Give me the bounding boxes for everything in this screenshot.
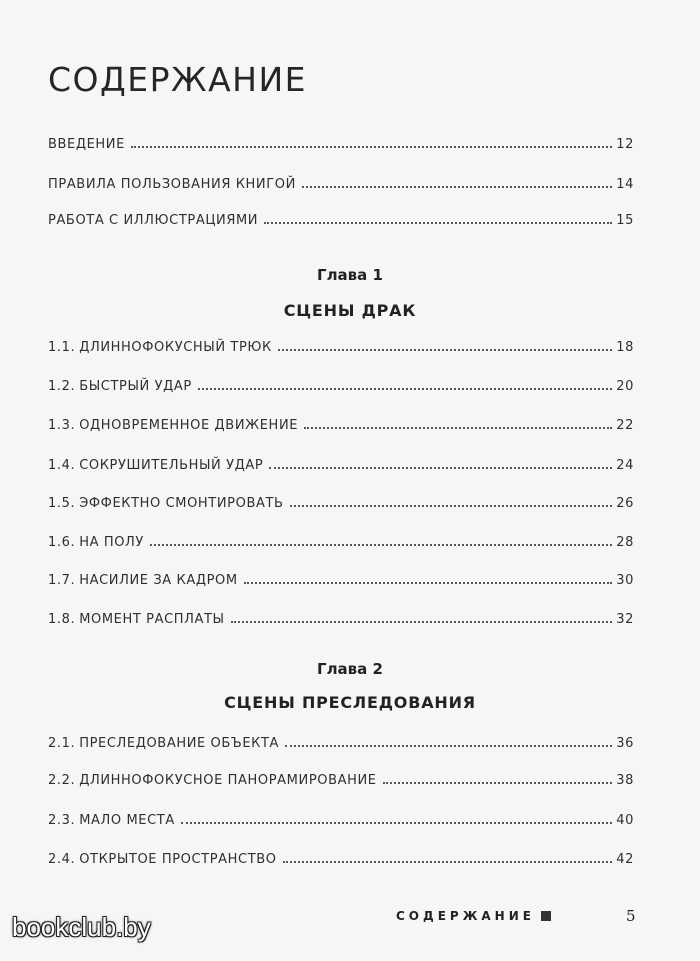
toc-entry-label: ОДНОВРЕМЕННОЕ ДВИЖЕНИЕ <box>79 418 299 433</box>
watermark: bookclub.by <box>12 912 151 942</box>
dot-leader <box>285 745 612 747</box>
toc-entry-page: 38 <box>616 773 634 788</box>
toc-entry-label: НА ПОЛУ <box>79 535 144 550</box>
toc-entry-page: 30 <box>616 573 634 588</box>
toc-entry-number: 1.8. <box>48 612 76 627</box>
toc-entry-label: МОМЕНТ РАСПЛАТЫ <box>79 612 225 627</box>
toc-entry-number: 1.2. <box>48 379 76 394</box>
dot-leader <box>269 467 612 469</box>
toc-entry-label: НАСИЛИЕ ЗА КАДРОМ <box>79 573 238 588</box>
toc-entry-number: 1.7. <box>48 573 76 588</box>
running-footer-label: СОДЕРЖАНИЕ <box>396 909 535 923</box>
toc-entry-label: ДЛИННОФОКУСНОЕ ПАНОРАМИРОВАНИЕ <box>79 773 377 788</box>
page-number: 5 <box>626 907 636 925</box>
dot-leader <box>181 822 612 824</box>
dot-leader <box>283 861 613 863</box>
toc-entry-rules <box>48 170 634 192</box>
toc-entry-page: 22 <box>616 418 634 433</box>
dot-leader <box>244 582 613 584</box>
toc-entry-page: 14 <box>616 177 634 192</box>
toc-entry-page: 28 <box>616 535 634 550</box>
dot-leader <box>383 782 613 784</box>
toc-entry-label: ВВЕДЕНИЕ <box>48 137 125 152</box>
toc-entry-page: 32 <box>616 612 634 627</box>
toc-entry-number: 1.3. <box>48 418 76 433</box>
toc-entry <box>48 333 634 355</box>
toc-entry-page: 26 <box>616 496 634 511</box>
toc-entry-label: ПРАВИЛА ПОЛЬЗОВАНИЯ КНИГОЙ <box>48 177 296 192</box>
toc-entry-page: 12 <box>616 137 634 152</box>
toc-entry <box>48 451 634 473</box>
toc-entry-number: 1.5. <box>48 496 76 511</box>
toc-entry-label: РАБОТА С ИЛЛЮСТРАЦИЯМИ <box>48 213 259 228</box>
toc-entry-page: 36 <box>616 736 634 751</box>
dot-leader <box>304 427 612 429</box>
toc-entry-page: 18 <box>616 340 634 355</box>
dot-leader <box>150 544 612 546</box>
chapter-label: Глава 1 <box>317 266 383 284</box>
toc-entry-label: ОТКРЫТОЕ ПРОСТРАНСТВО <box>79 852 277 867</box>
toc-entry-number: 2.1. <box>48 736 76 751</box>
square-icon <box>541 911 551 921</box>
toc-entry-label: МАЛО МЕСТА <box>79 813 175 828</box>
toc-entry <box>48 766 634 788</box>
toc-entry-label: БЫСТРЫЙ УДАР <box>79 379 192 394</box>
toc-entry-introduction <box>48 130 634 152</box>
dot-leader <box>278 349 612 351</box>
dot-leader <box>290 505 613 507</box>
toc-entry <box>48 605 634 627</box>
toc-entry-number: 1.1. <box>48 340 76 355</box>
toc-entry <box>48 566 634 588</box>
toc-entry-label: ПРЕСЛЕДОВАНИЕ ОБЪЕКТА <box>79 736 280 751</box>
dot-leader <box>302 186 612 188</box>
toc-entry-illustrations <box>48 206 634 228</box>
toc-entry-number: 2.3. <box>48 813 76 828</box>
toc-entry <box>48 411 634 433</box>
page-title: СОДЕРЖАНИЕ <box>48 60 308 99</box>
chapter-label: Глава 2 <box>317 660 383 678</box>
toc-entry-page: 20 <box>616 379 634 394</box>
toc-entry-number: 2.4. <box>48 852 76 867</box>
dot-leader <box>131 146 612 148</box>
running-footer <box>396 909 551 923</box>
chapter-title: СЦЕНЫ ДРАК <box>283 301 417 320</box>
toc-entry <box>48 845 634 867</box>
toc-entry <box>48 489 634 511</box>
toc-entry <box>48 806 634 828</box>
toc-entry-label: ЭФФЕКТНО СМОНТИРОВАТЬ <box>79 496 284 511</box>
dot-leader <box>264 222 612 224</box>
chapter-title: СЦЕНЫ ПРЕСЛЕДОВАНИЯ <box>224 693 476 712</box>
toc-entry-number: 1.6. <box>48 535 76 550</box>
toc-entry-page: 42 <box>616 852 634 867</box>
toc-entry-label: ДЛИННОФОКУСНЫЙ ТРЮК <box>79 340 272 355</box>
toc-entry <box>48 729 634 751</box>
toc-entry <box>48 372 634 394</box>
toc-entry-label: СОКРУШИТЕЛЬНЫЙ УДАР <box>79 458 264 473</box>
dot-leader <box>231 621 613 623</box>
toc-entry-page: 15 <box>616 213 634 228</box>
toc-entry-number: 1.4. <box>48 458 76 473</box>
dot-leader <box>198 388 612 390</box>
toc-entry-number: 2.2. <box>48 773 76 788</box>
toc-entry-page: 24 <box>616 458 634 473</box>
toc-entry-page: 40 <box>616 813 634 828</box>
toc-entry <box>48 528 634 550</box>
